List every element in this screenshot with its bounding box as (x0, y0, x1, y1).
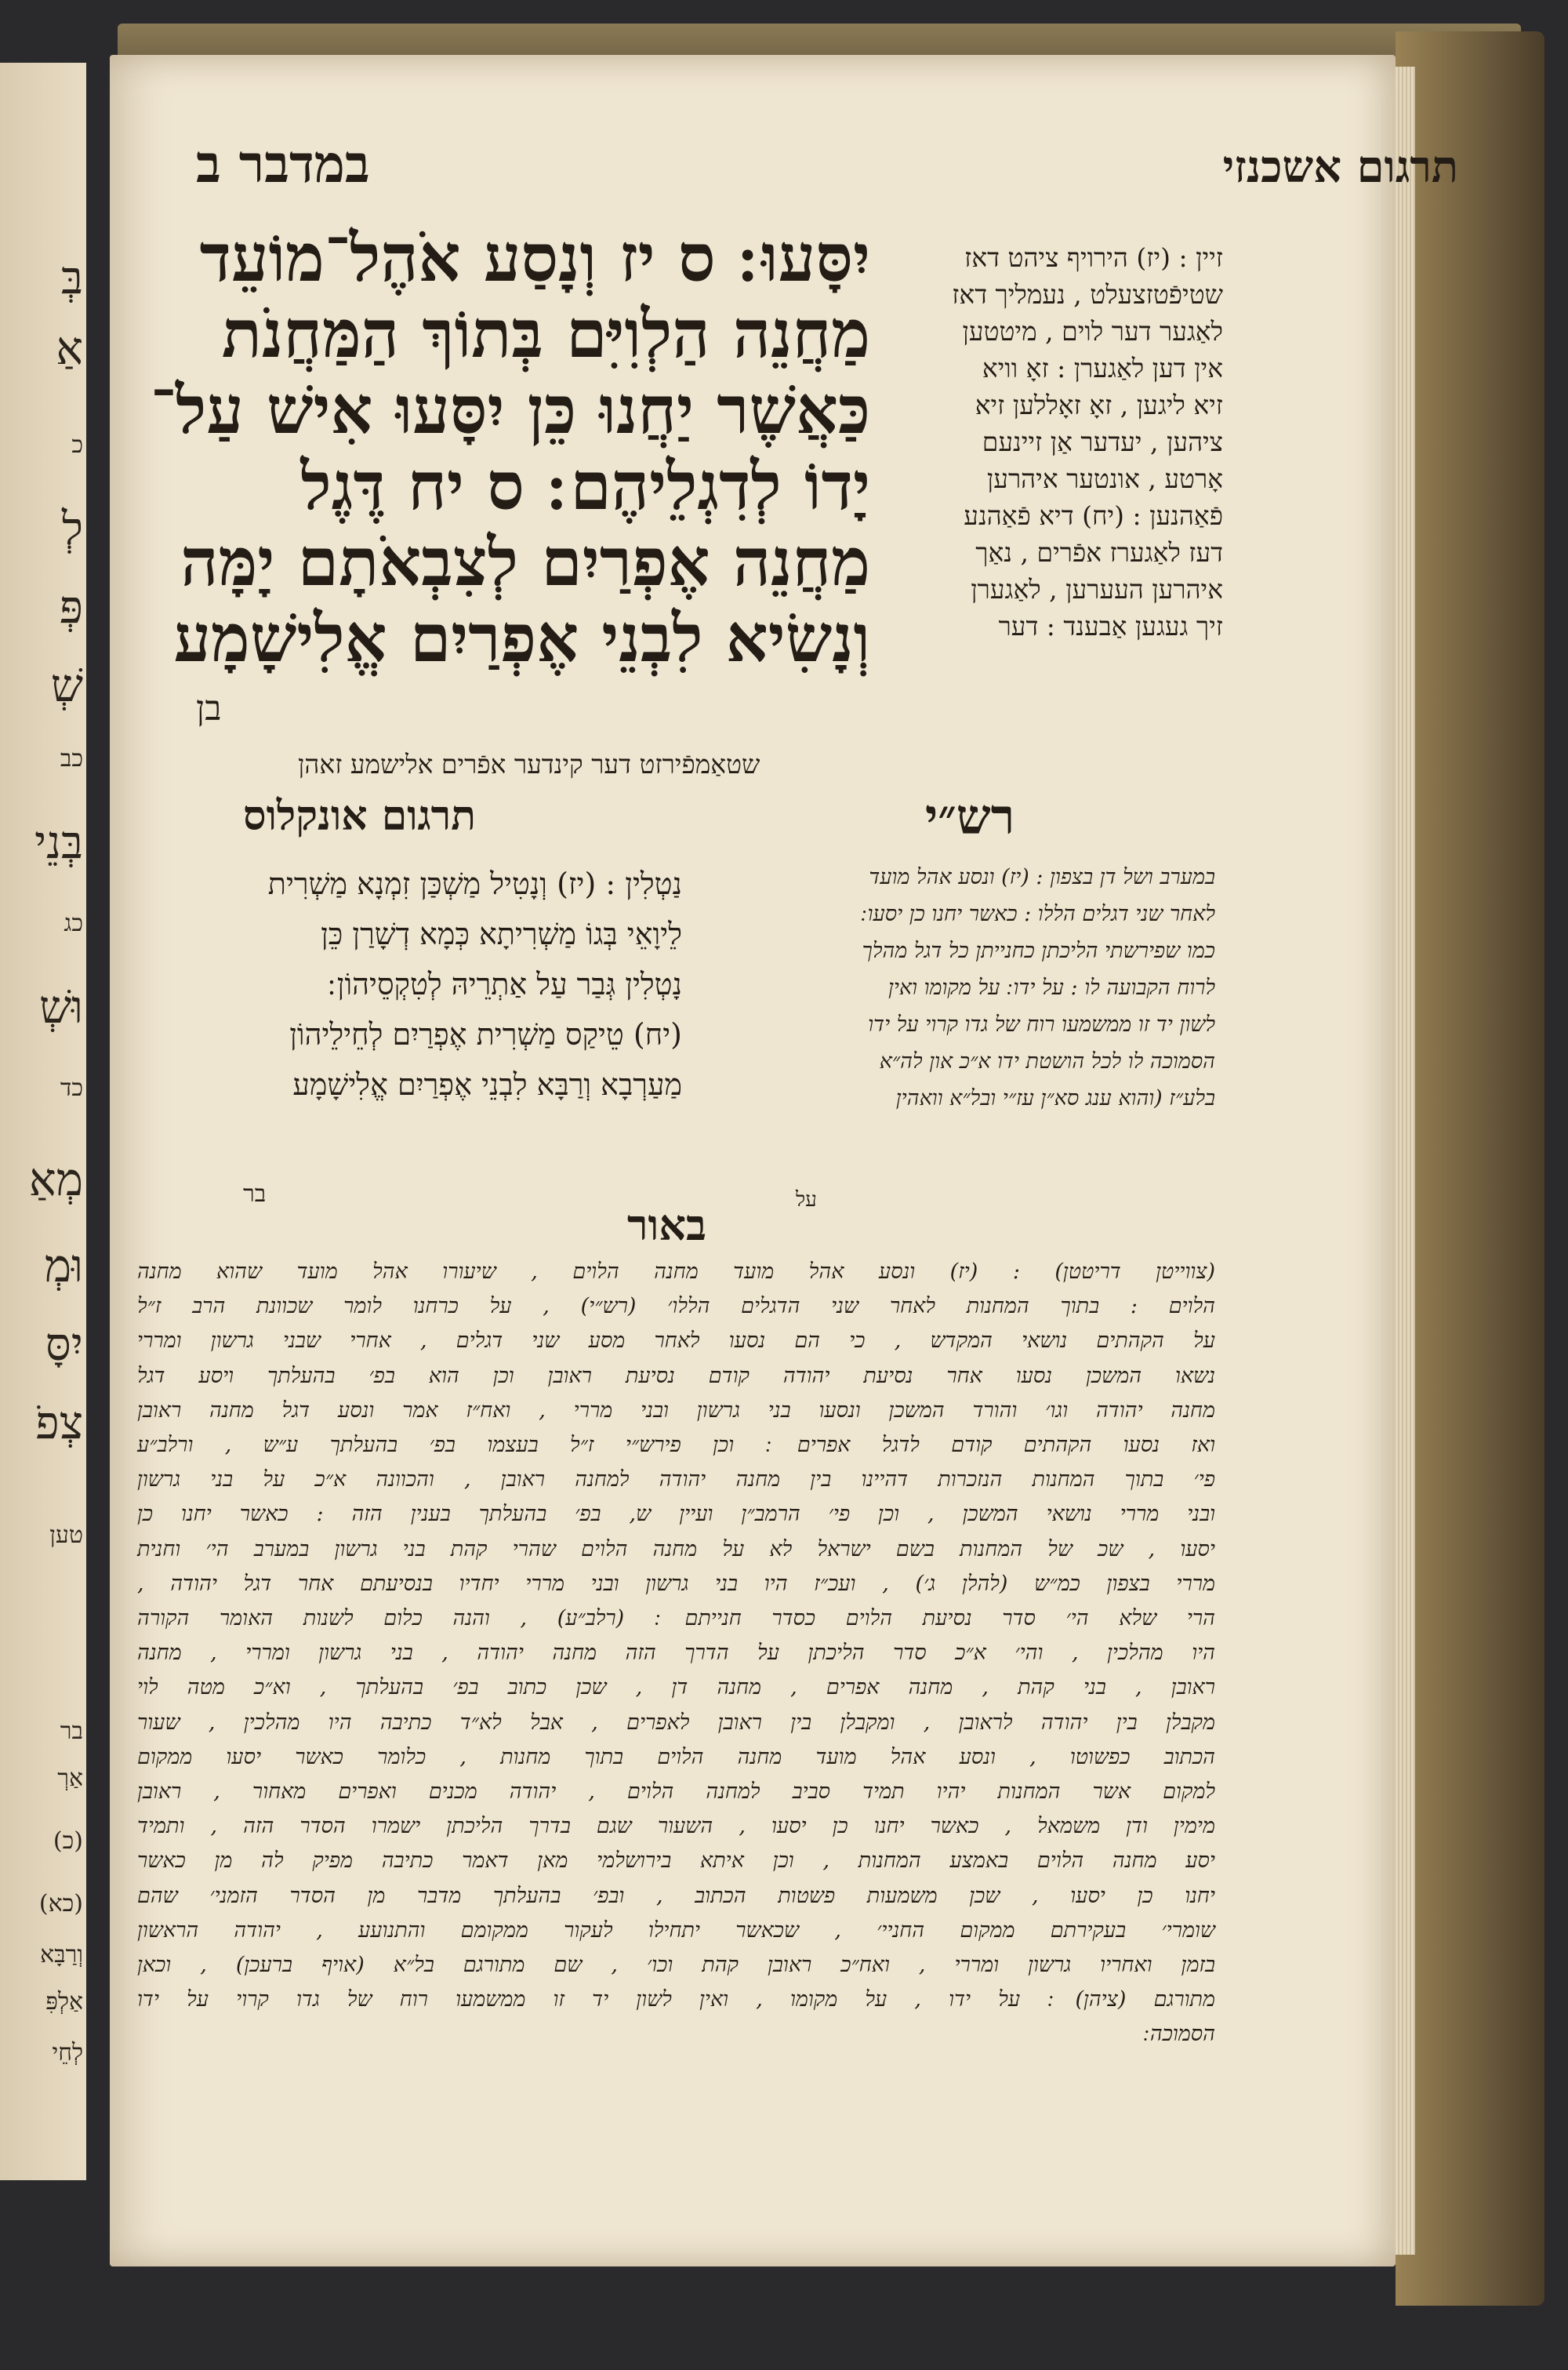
facing-page-fragment: (כא) (38, 1890, 83, 1917)
yiddish-line: זיך געגען אַבענד : דער (998, 611, 1223, 642)
facing-page-fragment: פְּ (59, 580, 83, 634)
yiddish-line: פֿאַהנען : (יח) דיא פֿאַהנע (964, 500, 1223, 531)
biur-line: יסעו , שכ של המחנות בשם ישראל לא על מחנה הלוים שהרי קהת בני גרשון במערב הי׳ וחנית (137, 1536, 1215, 1561)
verse-line: מַחֲנֵה הַלְוִיִּם בְּתוֹךְ הַמַּחֲנֹת (221, 295, 870, 373)
facing-page-fragment: שְׁ (50, 659, 83, 712)
biur-line: ואז נסעו הקהתים קודם לדגל אפרים ׃ וכן פירש״י ז״ל בעצמו בפ׳ בהעלתך ע״ש , ורלב״ע (137, 1433, 1215, 1458)
rashi-title: רש״י (925, 788, 1015, 845)
onkelos-line: (יח) טֵיקַס מַשְׁרִית אֶפְרַיִם לְחֵילֵיהוֹן (289, 1017, 682, 1052)
facing-page-fragment: כד (60, 1074, 83, 1102)
yiddish-line: ציהען , יעדער אַן זיינעם (982, 427, 1223, 457)
facing-page-fragment: טען (49, 1521, 83, 1549)
biur-line: על הקהתים נושאי המקדש , כי הם נסעו לאחר מסע שני דגלים , אחרי שבני גרשון ומררי (137, 1329, 1215, 1354)
facing-page-fragment: כ (71, 431, 83, 459)
biur-line: יחנו כן יסעו , שכן משמעות פשטות הכתוב , ובפ׳ בהעלתך מדבר מן הסדר הזמני׳ שהם (137, 1883, 1215, 1908)
biur-line: ובני מררי נושאי המשכן , וכן פי׳ הרמב״ן ועיין ש, בפ׳ בהעלתך בענין הזה : כאשר יחנו כן (137, 1502, 1215, 1527)
rashi-catchword: על (796, 1188, 817, 1212)
yiddish-line: לאַגער דער לוים , מיטטען (962, 316, 1223, 347)
facing-page-fragment: וּמְ (44, 1239, 83, 1292)
biur-commentary (137, 1255, 1215, 2052)
biur-line: (צווייטן דריטטן) : (יז) ונסע אהל מועד מחנה הלוים , שיעורו אהל מועד שהוא מחנה (137, 1260, 1215, 1284)
biur-line: ראובן , בני קהת , מחנה אפרים , מחנה דן , שכן כתוב בפ׳ בהעלתך , וא״כ מטה לוי (137, 1675, 1215, 1700)
rashi-line: לרוח הקבועה לו : על ידו ׃ על מקומו ואין (887, 976, 1215, 1000)
rashi-line: לאחר שני דגלים הללו : כאשר יחנו כן יסעו ׃ (860, 902, 1215, 926)
rashi-text (698, 859, 1215, 1117)
biur-line: מימין ודן משמאל , כאשר יחנו כן יסעו , השעור שגם בדרך הליכתן ישמרו הסדר הזה , ותמיד (137, 1814, 1215, 1839)
biur-line: הרי שלא הי׳ סדר נסיעת הלוים כסדר חנייתם ׃ (רלב״ע) , והנה כלום לשנות האומר הקורה (137, 1606, 1215, 1631)
verse-line: יִסָּעוּ ׃ ס יז וְנָסַע אֹהֶל־מוֹעֵד (199, 219, 870, 296)
facing-page-fragment: לְחֵי (52, 2039, 83, 2066)
yiddish-continuation: שטאַמפֿירזט דער קינדער אפֿרים אלישמע זאהן (298, 749, 760, 780)
book-cover-right (1396, 31, 1544, 2306)
translation-header: תרגום אשכנזי (1222, 141, 1458, 193)
page-edge (1396, 67, 1415, 2255)
onkelos-text (204, 859, 682, 1110)
yiddish-line: זיא ליגען , זאָ זאָללען זיא (975, 390, 1223, 420)
biur-line: מחנה יהודה וגו׳ והורד המשכן ונסעו בני גרשון ובני מררי , ואח״ז אמר ונסע דגל מחנה ראובן (137, 1398, 1215, 1423)
biur-line: הלוים : בתוך המחנות לאחר שני הדגלים הללו׳ (רש״י) , על כרחנו לומר שכוונת הרב ז״ל (137, 1294, 1215, 1319)
onkelos-title: תרגום אונקלוס (243, 792, 476, 840)
yiddish-line: איהרען העערען , לאַגערן (971, 574, 1223, 605)
facing-page-fragment: מְאַ (28, 1153, 83, 1206)
facing-page-fragment: בְּנֵי (34, 816, 83, 869)
rashi-line: לשון יד זו ממשמעו רוח של גדו קרוי על ידו (868, 1012, 1215, 1037)
biur-line: יסע מחנה הלוים באמצע המחנות , וכן איתא בירושלמי מאן דאמר כתיבה מפיק לה מן כאשר (137, 1848, 1215, 1874)
yiddish-line: זיין : (יז) הירויף ציהט דאז (964, 242, 1223, 273)
onkelos-line: מַעַרְבָא וְרַבָּא לִבְנֵי אֶפְרַיִם אֱלִישָׁמָע (292, 1067, 682, 1102)
rashi-line: הסמוכה לו לכל הושטת ידו א״כ און לה״א (879, 1049, 1215, 1074)
biur-line: נשאו המשכן נסעו אחר נסיעת יהודה קודם נסיעת ראובן וכן הוא בפ׳ בהעלתך ויסע דגל (137, 1363, 1215, 1388)
verse-line: מַחֲנֵה אֶפְרַיִם לְצִבְאֹתָם יָמָּה (180, 523, 870, 601)
biur-title: באור (627, 1200, 707, 1250)
facing-page-fragment: (כ) (53, 1827, 83, 1855)
facing-page-fragment: בר (60, 1718, 83, 1745)
verse-line: יָדוֹ לְדִגְלֵיהֶם ׃ ס יח דֶּגֶל (300, 447, 870, 525)
facing-page-fragment: אַלְפִּ (45, 1988, 83, 2016)
facing-page-fragment: יִסָּ (45, 1318, 83, 1371)
rashi-line: בלע״ז (והוא ענג סא״ן עז״י ובל״א וואהין (895, 1086, 1215, 1110)
facing-page-fragment: וּשְׁ (39, 980, 83, 1034)
biur-line: היו מהלכין , והי׳ א״כ סדר הליכתן על הדרך הזה מחנה יהודה , בני גרשון ומררי , מחנה (137, 1641, 1215, 1666)
yiddish-line: אָרטע , אונטער איהרען (986, 463, 1223, 494)
biur-line: מקבלן בין יהודה לראובן , ומקבלן בין ראובן לאפרים , אבל לא״ד כתיבה היו מהלכין , שעור (137, 1710, 1215, 1735)
yiddish-line: אין דען לאַגערן : זאָ וויא (982, 353, 1223, 383)
onkelos-line: נַטְלִין : (יז) וְנָטִיל מַשְׁכַּן זִמְנָא מַשְׁרִית (267, 867, 682, 901)
biur-last-line: הסמוכה ׃ (1143, 2022, 1215, 2047)
facing-page-fragment: אַ (56, 322, 83, 375)
book-chapter-header: במדבר ב (196, 133, 370, 194)
yiddish-line: דעז לאַגערז אפֿרים , נאַך (975, 537, 1223, 568)
rashi-line: במערב ושל דן בצפון : (יז) ונסע אהל מועד (869, 865, 1215, 889)
facing-page-fragment: כב (60, 745, 83, 772)
facing-page-fragment: וְרַבָּא (40, 1941, 83, 1968)
yiddish-translation (847, 239, 1223, 645)
biur-line: שומרי׳ בעקירתם ממקום החניי׳ , שכאשר יתחילו לעקור ממקומם והתנועע , יהודה הראשון (137, 1917, 1215, 1943)
yiddish-line: שטיפֿטזצעלט , נעמליך דאז (952, 279, 1223, 310)
verse-line: כַּאֲשֶׁר יַחֲנוּ כֵּן יִסָּעוּ אִישׁ עַל־ (150, 371, 870, 449)
onkelos-line: לֵיוָאֵי בְּגוֹ מַשְׁרִיתָא כְּמָא דְשָׁרַן כֵּן (321, 917, 682, 951)
onkelos-catchword: בר (243, 1180, 267, 1208)
onkelos-line: נָטְלִין גְּבַר עַל אַתְרֵיהּ לְטִקְסֵיהוֹן ׃ (327, 967, 682, 1001)
torah-verse-text (150, 219, 870, 677)
facing-page-fragment: לְ (61, 502, 83, 555)
rashi-line: כמו שפירשתי הליכתן כחנייתן כל דגל מהלך (862, 939, 1215, 963)
biur-line: הכתוב כפשוטו , ונסע אהל מועד מחנה הלוים בתוך מחנות , כלומר כאשר יסעו ממקום (137, 1744, 1215, 1769)
biur-line: מררי בצפון כמ״ש (להלן ג׳) , ועכ״ז היו בני גרשון ובני מררי יחדיו בנסיעתם אחר דגל יהודה , (137, 1571, 1215, 1596)
facing-page-fragment: בְּ (61, 251, 83, 304)
biur-line: פי׳ בתוך המחנות הנזכרות דהיינו בין מחנה יהודה למחנה ראובן , והכוונה א״כ על בני גרשון (137, 1467, 1215, 1492)
facing-page-fragment: אַרְ (57, 1765, 83, 1792)
verse-line: וְנָשִׂיא לִבְנֵי אֶפְרַיִם אֱלִישָׁמָע (173, 599, 870, 677)
facing-page-fragment: כג (64, 910, 83, 937)
biur-line: למקום אשר המחנות יהיו תמיד סביב למחנה הלוים , יהודה מכנים ואפרים מאחור , ראובן (137, 1779, 1215, 1805)
facing-page-fragment: צְפֹ (35, 1396, 83, 1449)
verse-catchword: בן (196, 689, 222, 729)
biur-line: מתורגם (ציהן) ׃ על ידו , על מקומו , ואין לשון יד זו ממשמעו רוח של גדו קרוי על ידו (137, 1987, 1215, 2012)
facing-page (0, 63, 86, 2180)
biur-line: בזמן ואחריו גרשון ומררי , ואח״כ ראובן קהת וכו׳ , שם מתורגם בל״א (אויף ברעכן) , וכאן (137, 1953, 1215, 1978)
